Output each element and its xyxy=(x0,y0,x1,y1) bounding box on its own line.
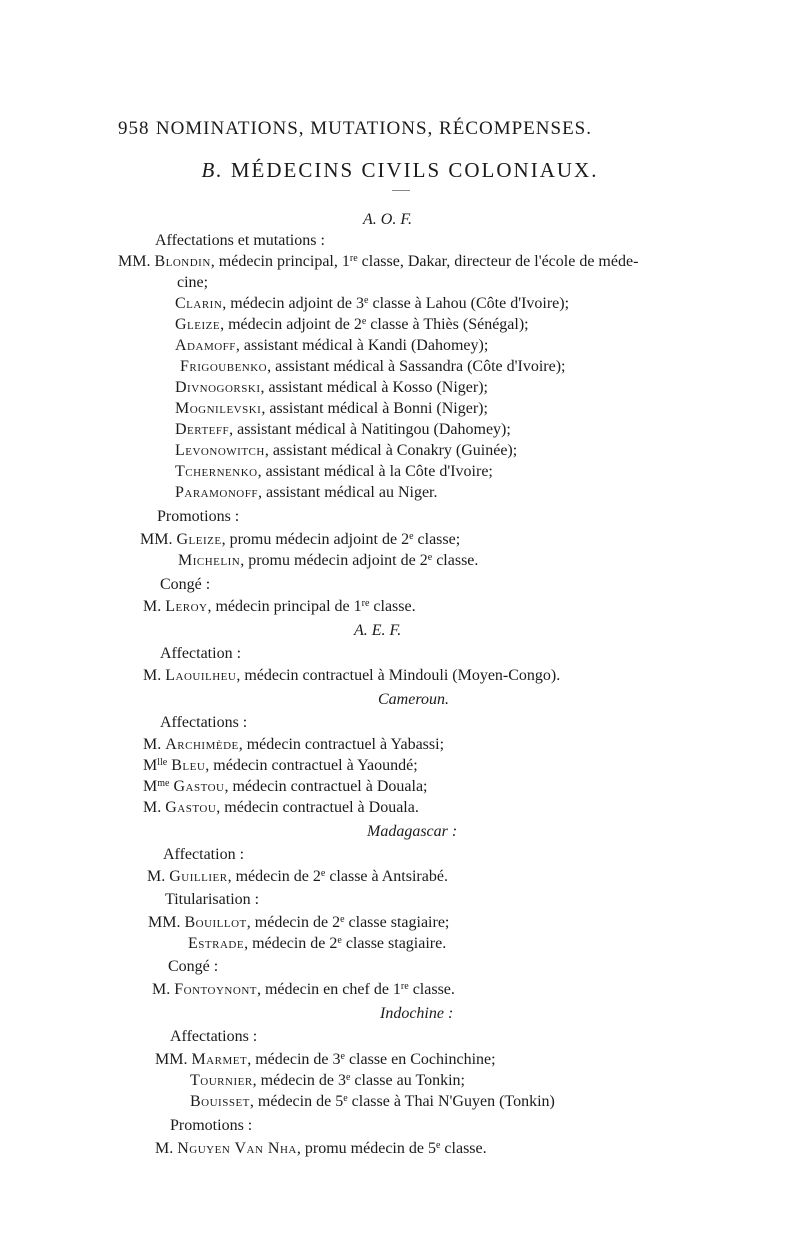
text-line xyxy=(118,252,638,272)
text-run: , assistant médical à Bonni (Niger); xyxy=(261,400,488,417)
person-name: Marmet xyxy=(191,1051,248,1068)
superscript: e xyxy=(435,1140,441,1151)
text-run: , médecin principal de 1 xyxy=(207,598,362,615)
text-line xyxy=(175,336,488,356)
text-line xyxy=(175,420,511,440)
text-run: , assistant médical à Conakry (Guinée); xyxy=(264,442,518,459)
person-name: Tchernenko xyxy=(175,463,258,480)
text-line xyxy=(143,777,428,797)
person-name: Michelin xyxy=(178,552,241,569)
text-run: classe au Tonkin; xyxy=(350,1072,465,1089)
section-letter: B. xyxy=(201,158,224,182)
person-name: Bleu xyxy=(171,757,206,774)
text-run: , assistant médical à Kosso (Niger); xyxy=(260,379,488,396)
superscript: re xyxy=(361,598,370,609)
text-line xyxy=(152,980,455,1000)
text-run: , médecin contractuel à Yaoundé; xyxy=(205,757,418,774)
text-run: classe. xyxy=(440,1140,487,1157)
text-run: M. xyxy=(143,799,166,816)
text-line xyxy=(180,357,565,377)
text-line xyxy=(178,551,478,571)
text-run: , médecin de 2 xyxy=(227,868,321,885)
text-line xyxy=(143,756,418,776)
text-run: , promu médecin adjoint de 2 xyxy=(240,552,428,569)
text-run: A. E. F. xyxy=(354,622,402,639)
superscript: e xyxy=(364,295,369,306)
text-line xyxy=(170,1027,257,1047)
text-run: Affectations : xyxy=(170,1028,258,1045)
person-name: Gastou xyxy=(173,778,225,795)
person-name: Laouilheu xyxy=(165,667,237,684)
subsection-heading xyxy=(363,210,412,230)
section-heading xyxy=(0,158,800,183)
text-line xyxy=(163,845,244,865)
text-run: Congé : xyxy=(160,576,211,593)
text-run: cine; xyxy=(177,274,209,291)
person-name: Estrade xyxy=(188,935,245,952)
text-run: Cameroun. xyxy=(378,691,449,708)
text-run: , médecin adjoint de 3 xyxy=(222,295,365,312)
text-line xyxy=(160,575,210,595)
superscript: e xyxy=(345,1072,351,1083)
text-run: MM. xyxy=(140,531,177,548)
superscript: re xyxy=(349,253,358,264)
text-line xyxy=(160,713,247,733)
person-name: Divnogorski xyxy=(175,379,261,396)
text-run: Congé : xyxy=(168,958,219,975)
person-name: Bouisset xyxy=(190,1093,250,1110)
text-run: M. xyxy=(143,667,166,684)
text-run: , médecin principal, 1 xyxy=(210,253,350,270)
text-run: classe. xyxy=(408,981,455,998)
person-name: Leroy xyxy=(165,598,208,615)
text-run: classe. xyxy=(432,552,479,569)
text-run: , médecin de 3 xyxy=(252,1072,346,1089)
text-run: Affectations et mutations : xyxy=(155,232,325,249)
person-name: Archimède xyxy=(165,736,239,753)
text-run: , médecin contractuel à Douala; xyxy=(224,778,428,795)
text-line xyxy=(148,913,449,933)
text-line xyxy=(170,1116,252,1136)
text-run: , assistant médical à Kandi (Dahomey); xyxy=(235,337,489,354)
text-run: , promu médecin de 5 xyxy=(296,1140,436,1157)
text-run: classe stagiaire; xyxy=(344,914,450,931)
text-run: classe. xyxy=(369,598,416,615)
text-run: , médecin adjoint de 2 xyxy=(220,316,362,333)
text-run: , assistant médical à Sassandra (Côte d'Ivoire); xyxy=(267,358,566,375)
text-run: Indochine : xyxy=(380,1005,454,1022)
text-run: classe à Thai N'Guyen (Tonkin) xyxy=(347,1093,555,1110)
person-name: Gastou xyxy=(165,799,217,816)
text-run: , médecin de 2 xyxy=(246,914,341,931)
text-run: , médecin contractuel à Yabassi; xyxy=(238,736,445,753)
person-name: Mognilevski xyxy=(175,400,262,417)
person-name: Blondin xyxy=(154,253,211,270)
text-run: Affectations : xyxy=(160,714,248,731)
text-run: classe à Thiès (Sénégal); xyxy=(366,316,529,333)
section-title: MÉDECINS CIVILS COLONIAUX. xyxy=(230,158,599,182)
subsection-heading xyxy=(380,1004,453,1024)
text-run: M. xyxy=(143,598,166,615)
text-line xyxy=(175,315,529,335)
superscript: e xyxy=(427,552,433,563)
text-run: Promotions : xyxy=(157,508,240,525)
text-run: classe; xyxy=(413,531,461,548)
text-line xyxy=(175,441,517,461)
text-run: MM. xyxy=(155,1051,192,1068)
ornament-rule xyxy=(392,190,410,191)
text-run: Affectation : xyxy=(160,645,242,662)
text-line xyxy=(143,798,419,818)
text-run: Affectation : xyxy=(163,846,245,863)
text-run: , médecin de 3 xyxy=(247,1051,341,1068)
superscript: re xyxy=(400,981,409,992)
text-run: , promu médecin adjoint de 2 xyxy=(221,531,410,548)
text-line xyxy=(143,735,444,755)
text-line xyxy=(175,399,488,419)
superscript: e xyxy=(320,868,326,879)
text-run: , assistant médical au Niger. xyxy=(257,484,438,501)
text-line xyxy=(190,1092,555,1112)
text-line xyxy=(190,1071,465,1091)
text-run: Titularisation : xyxy=(165,891,260,908)
person-name: Clarin xyxy=(175,295,223,312)
text-line xyxy=(175,294,569,314)
text-line xyxy=(188,934,446,954)
person-name: Derteff xyxy=(175,421,230,438)
text-line xyxy=(155,1139,487,1159)
text-run: , médecin de 5 xyxy=(249,1093,344,1110)
person-name: Gleize xyxy=(176,531,222,548)
text-line xyxy=(140,530,460,550)
person-name: Fontoynont xyxy=(174,981,257,998)
text-run: classe à Lahou (Côte d'Ivoire); xyxy=(368,295,570,312)
person-name: Adamoff xyxy=(175,337,236,354)
person-name: Guillier xyxy=(169,868,228,885)
person-name: Frigoubenko xyxy=(180,358,268,375)
superscript: e xyxy=(340,1051,345,1062)
person-name: Paramonoff xyxy=(175,484,258,501)
subsection-heading xyxy=(354,621,401,641)
text-line xyxy=(157,507,239,527)
superscript: me xyxy=(157,778,170,789)
text-run: classe stagiaire. xyxy=(341,935,447,952)
subsection-heading xyxy=(367,822,457,842)
superscript: lle xyxy=(157,757,168,768)
text-run: M xyxy=(143,757,158,774)
text-run: , médecin contractuel à Mindouli (Moyen-Congo). xyxy=(236,667,561,684)
text-line xyxy=(143,597,416,617)
text-run: , médecin contractuel à Douala. xyxy=(216,799,419,816)
text-run: M xyxy=(143,778,158,795)
person-name: Tournier xyxy=(190,1072,253,1089)
text-run: Madagascar : xyxy=(367,823,458,840)
running-title: NOMINATIONS, MUTATIONS, RÉCOMPENSES. xyxy=(155,118,592,139)
superscript: e xyxy=(337,935,342,946)
text-line xyxy=(175,483,438,503)
text-line xyxy=(160,644,241,664)
text-run: , assistant médical à Natitingou (Dahomey); xyxy=(229,421,511,438)
text-run: classe en Cochinchine; xyxy=(344,1051,496,1068)
superscript: e xyxy=(361,316,367,327)
text-run: , médecin en chef de 1 xyxy=(256,981,401,998)
text-run: MM. xyxy=(118,253,155,270)
text-line xyxy=(165,890,259,910)
page-number: 958 xyxy=(118,118,150,139)
person-name: Nguyen Van Nha xyxy=(177,1140,297,1157)
subsection-heading xyxy=(378,690,449,710)
text-line xyxy=(143,666,560,686)
text-run: A. O. F. xyxy=(363,211,413,228)
text-line xyxy=(175,378,488,398)
text-run: , assistant médical à la Côte d'Ivoire; xyxy=(257,463,493,480)
superscript: e xyxy=(340,914,345,925)
text-line xyxy=(155,231,325,251)
superscript: e xyxy=(343,1093,348,1104)
text-run: , médecin de 2 xyxy=(244,935,338,952)
person-name: Levonowitch xyxy=(175,442,265,459)
text-line xyxy=(147,867,448,887)
text-run: classe, Dakar, directeur de l'école de méde- xyxy=(357,253,639,270)
running-header xyxy=(118,118,592,148)
superscript: e xyxy=(409,531,414,542)
text-run: M. xyxy=(143,736,166,753)
text-line xyxy=(175,462,493,482)
text-run: M. xyxy=(155,1140,178,1157)
text-run: M. xyxy=(147,868,170,885)
text-run: classe à Antsirabé. xyxy=(325,868,448,885)
person-name: Bouillot xyxy=(184,914,247,931)
text-line xyxy=(155,1050,496,1070)
text-line xyxy=(177,273,208,293)
text-run: MM. xyxy=(148,914,185,931)
person-name: Gleize xyxy=(175,316,221,333)
text-run: Promotions : xyxy=(170,1117,253,1134)
text-line xyxy=(168,957,218,977)
text-run: M. xyxy=(152,981,175,998)
